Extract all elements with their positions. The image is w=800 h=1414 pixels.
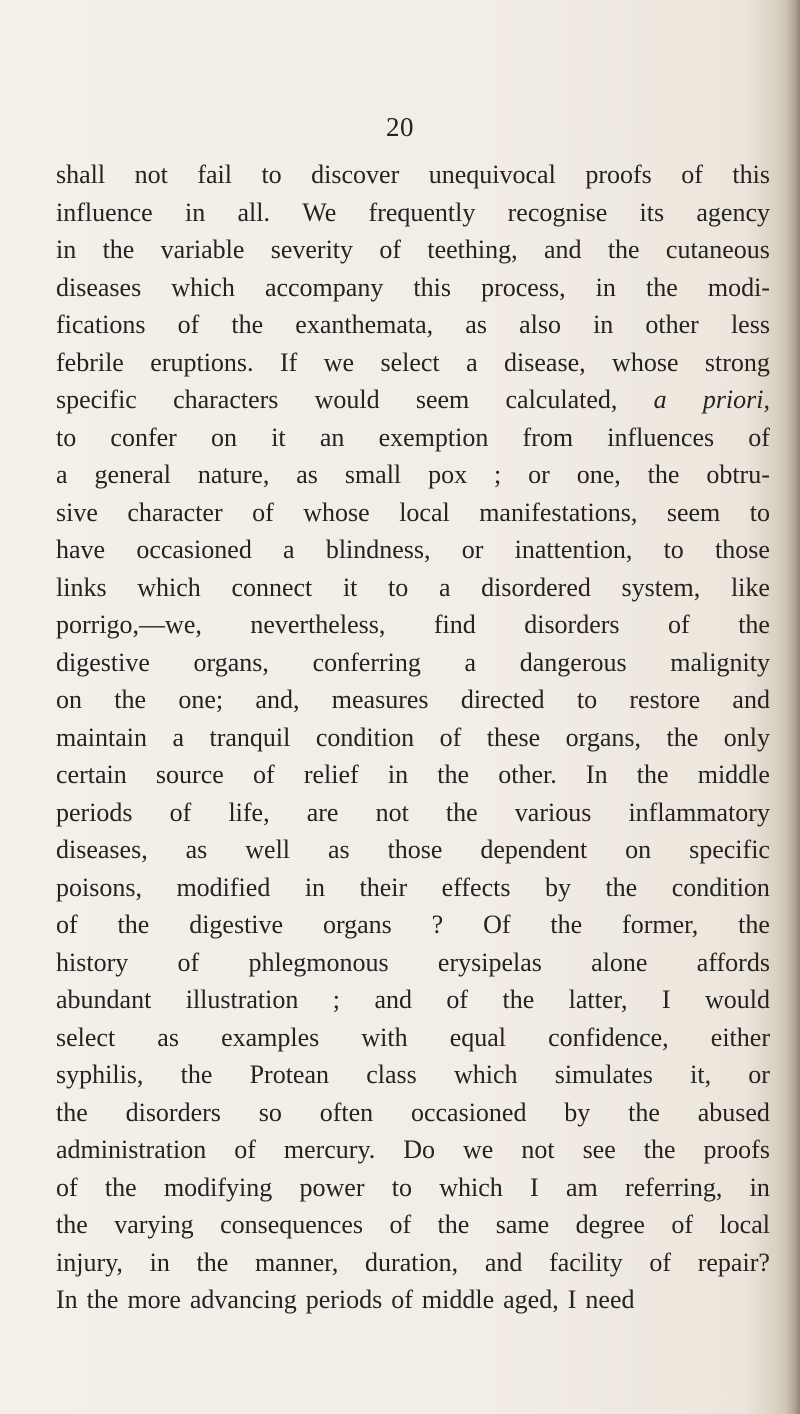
word: the [738,610,770,639]
word: like [730,572,770,602]
word: one; [178,685,224,714]
word: to [391,1172,412,1202]
word: of [446,985,469,1014]
word: administration [56,1135,207,1164]
word: examples [221,1022,320,1052]
word: it, [690,1060,712,1089]
word: specific [56,385,137,414]
text-line [56,194,770,232]
word: or [461,535,484,564]
word: it [342,572,358,602]
word: obtru- [706,460,770,489]
word: their [359,872,408,902]
word: either [710,1022,770,1052]
body-text [56,156,770,1319]
word: digestive [56,647,150,677]
word: select [380,347,440,377]
text-line [56,419,770,457]
word: not [134,160,168,189]
word: I [661,985,671,1014]
word: confer [110,422,177,452]
word: manifestations, [479,497,638,527]
word: all. [237,197,270,227]
word: less [730,310,770,339]
word: the [550,910,583,939]
word: one, [576,460,621,489]
word: mercury. [283,1135,376,1164]
word: not [375,797,409,827]
text-line [56,231,770,269]
word: duration, [365,1247,459,1277]
word: the [502,985,535,1014]
word: as [296,460,318,489]
word: diseases [56,272,142,302]
word: well [245,835,291,864]
word: ; [332,985,341,1014]
word: confidence, [548,1022,669,1052]
word: of [379,235,402,264]
word: dependent [480,835,588,864]
word: pox [428,460,468,489]
word: to [261,160,282,189]
word: strong [704,347,770,377]
word: sive [56,497,98,527]
word: or [528,460,550,489]
word: the [117,910,150,939]
word: inattention, [514,535,633,564]
text-line [56,494,770,532]
word: as [327,835,350,864]
word: priori, [702,385,770,414]
text-line [56,606,770,644]
word: a [172,722,185,752]
word: links [56,572,107,602]
word: am [565,1172,598,1202]
word: are [306,797,339,827]
word: proofs [585,160,652,189]
text-line [56,344,770,382]
word: in [304,872,326,902]
word: character [127,497,223,527]
text-line [56,306,770,344]
word: nature, [197,460,270,489]
word: not [521,1135,555,1164]
word: influence [56,197,153,227]
word: seem [415,385,470,414]
word: periods [305,1285,383,1314]
word: equal [449,1022,507,1052]
word: If [279,347,298,377]
word: as [157,1022,179,1052]
word: need [585,1285,635,1314]
text-line [56,869,770,907]
word: alone [591,947,648,977]
word: whose [612,347,679,377]
word: its [639,197,665,227]
word: local [399,497,450,527]
word: fail [197,160,232,189]
word: of [56,1172,78,1202]
word: phlegmonous [248,947,389,977]
word: or [748,1060,770,1089]
word: teething, [427,235,518,264]
word: history [56,947,129,977]
word: an [319,422,345,452]
word: effects [441,872,511,902]
word: cutaneous [665,235,770,264]
word: We [302,197,337,227]
text-line [56,156,770,194]
word: recognise [507,197,608,227]
word: consequences [220,1210,363,1239]
word: blindness, [325,535,431,564]
word: shall [56,160,106,189]
word: same [495,1210,550,1239]
word: other. [498,760,557,789]
word: the [666,722,699,752]
word: modifying [163,1172,273,1202]
word: characters [173,385,279,414]
word: I [530,1172,539,1202]
word: calculated, [505,385,618,414]
text-line [56,1019,770,1057]
word: severity [270,235,354,264]
word: of [234,1135,256,1164]
word: illustration [185,985,299,1014]
word: a [466,347,478,377]
word: in [595,272,616,302]
word: influences [607,422,715,452]
word: it [271,422,286,452]
word: in [149,1247,170,1277]
word: also [519,310,561,339]
word: nevertheless, [250,610,386,639]
word: would [705,985,770,1014]
word: and [543,235,582,264]
word: exemption [378,422,489,452]
word: organs, [193,647,269,677]
word: of [671,1210,693,1239]
word: the [104,1172,137,1202]
word: the [56,1097,88,1127]
word: degree [575,1210,645,1239]
word: unequivocal [428,160,556,189]
word: occasioned [410,1097,527,1127]
word: the [646,272,678,302]
word: find [433,610,476,639]
word: the [738,910,770,939]
word: In [585,760,608,789]
word: a [653,385,667,414]
word: simulates [554,1060,653,1089]
word: in [387,760,409,789]
word: relief [303,760,359,789]
word: condition [671,872,770,902]
word: which [453,1060,518,1089]
word: of [391,1285,413,1314]
word: connect [231,572,313,602]
word: to [56,422,77,452]
word: so [258,1097,282,1127]
text-line [56,1131,770,1169]
word: in [185,197,206,227]
text-line [56,794,770,832]
word: digestive [189,910,284,939]
word: inflammatory [628,797,770,827]
word: maintain [56,722,147,752]
word: we [463,1135,494,1164]
word: periods [56,797,133,827]
word: eruptions. [150,347,254,377]
word: accompany [264,272,384,302]
word: middle [697,760,770,789]
text-line [56,1281,770,1319]
text-line [56,944,770,982]
word: of [252,497,274,527]
word: a [56,460,68,489]
word: whose [303,497,370,527]
word: this [732,160,770,189]
word: erysipelas [437,947,542,977]
word: as [465,310,487,339]
text-line [56,531,770,569]
word: varying [114,1210,194,1239]
word: the [647,460,680,489]
word: these [486,722,541,752]
word: of [177,947,200,977]
word: facility [549,1247,623,1277]
word: of [439,722,462,752]
word: of [252,760,275,789]
word: general [94,460,171,489]
word: variable [160,235,245,264]
word: process, [481,272,566,302]
word: Of [483,910,511,939]
word: source [155,760,224,789]
word: we [323,347,355,377]
word: seem [666,497,721,527]
word: of [681,160,703,189]
page-number: 20 [386,112,414,142]
word: other [645,310,699,339]
word: of [177,310,200,339]
text-line [56,1206,770,1244]
word: small [344,460,402,489]
word: dangerous [519,647,627,677]
word: of [649,1247,672,1277]
word: ? [431,910,444,939]
word: modified [176,872,271,902]
word: the [607,235,640,264]
word: on [211,422,238,452]
word: abused [697,1097,770,1127]
word: ; [493,460,502,489]
word: Protean [249,1060,330,1089]
word: a [283,535,295,564]
word: a [438,572,451,602]
word: and [374,985,412,1014]
word: repair? [697,1247,770,1277]
text-line [56,756,770,794]
word: diseases, [56,835,148,864]
word: directed [460,685,545,714]
word: referring, [624,1172,723,1202]
word: to [749,497,770,527]
word: Do [403,1135,436,1164]
text-line [56,569,770,607]
word: porrigo,—we, [56,610,202,639]
word: of [668,610,690,639]
text-line [56,981,770,1019]
page-binding-shadow [786,0,800,1414]
word: the [102,235,135,264]
word: life, [228,797,270,827]
word: local [719,1210,770,1239]
word: which [171,272,235,302]
word: the [628,1097,660,1127]
word: various [514,797,592,827]
word: discover [311,160,400,189]
word: see [582,1135,616,1164]
text-line [56,906,770,944]
word: often [319,1097,374,1127]
word: would [314,385,380,414]
word: with [361,1022,408,1052]
word: which [439,1172,503,1202]
word: former, [622,910,699,939]
word: the [56,1210,88,1239]
word: the [445,797,478,827]
word: which [137,572,201,602]
word: organs, [565,722,641,752]
word: fications [56,310,146,339]
word: injury, [56,1247,123,1277]
word: In [56,1285,78,1314]
word: in [56,235,77,264]
text-line [56,1244,770,1282]
word: manner, [254,1247,339,1277]
word: tranquil [209,722,291,752]
word: the [605,872,638,902]
word: as [185,835,208,864]
word: in [749,1172,770,1202]
word: disease, [504,347,586,377]
text-line [56,1094,770,1132]
word: on [56,685,82,714]
word: system, [621,572,701,602]
word: disordered [481,572,591,602]
word: have [56,535,106,564]
text-line [56,456,770,494]
word: specific [689,835,770,864]
word: affords [696,947,770,977]
word: latter, [568,985,628,1014]
word: more [127,1285,181,1314]
word: aged, [503,1285,559,1314]
word: by [544,872,571,902]
word: this [413,272,451,302]
word: I [567,1285,577,1314]
word: febrile [56,347,124,377]
word: of [169,797,192,827]
word: syphilis, [56,1060,144,1089]
word: the [180,1060,213,1089]
word: organs [322,910,392,939]
word: the [231,310,264,339]
text-line [56,269,770,307]
text-line [56,681,770,719]
word: malignity [670,647,770,677]
word: poisons, [56,872,142,902]
word: to [663,535,684,564]
word: the [86,1285,119,1314]
word: of [748,422,770,452]
word: from [522,422,574,452]
word: power [299,1172,365,1202]
text-line [56,831,770,869]
word: proofs [703,1135,770,1164]
word: the [437,1210,470,1239]
word: exanthemata, [295,310,434,339]
word: by [564,1097,591,1127]
word: advancing [189,1285,297,1314]
text-line [56,644,770,682]
word: on [625,835,652,864]
word: of [56,910,78,939]
text-line [56,1056,770,1094]
text-line [56,1169,770,1207]
word: a [464,647,477,677]
word: disorders [125,1097,221,1127]
word: of [389,1210,412,1239]
word: the [636,760,669,789]
word: condition [315,722,415,752]
word: and [732,685,770,714]
word: modi- [707,272,770,302]
word: middle [421,1285,495,1314]
word: disorders [524,610,620,639]
word: class [366,1060,417,1089]
word: only [723,722,770,752]
text-line [56,381,770,419]
text-line [56,719,770,757]
word: and [484,1247,523,1277]
word: the [114,685,147,714]
word: frequently [368,197,476,227]
word: measures [331,685,429,714]
word: occasioned [136,535,252,564]
word: select [56,1022,116,1052]
word: certain [56,760,127,789]
word: abundant [56,985,152,1014]
word: and, [255,685,300,714]
word: those [387,835,443,864]
word: to [388,572,409,602]
word: the [196,1247,229,1277]
word: those [715,535,770,564]
word: conferring [312,647,421,677]
word: restore [629,685,701,714]
word: the [437,760,470,789]
word: agency [696,197,770,227]
word: in [593,310,614,339]
word: the [643,1135,676,1164]
word: to [576,685,598,714]
